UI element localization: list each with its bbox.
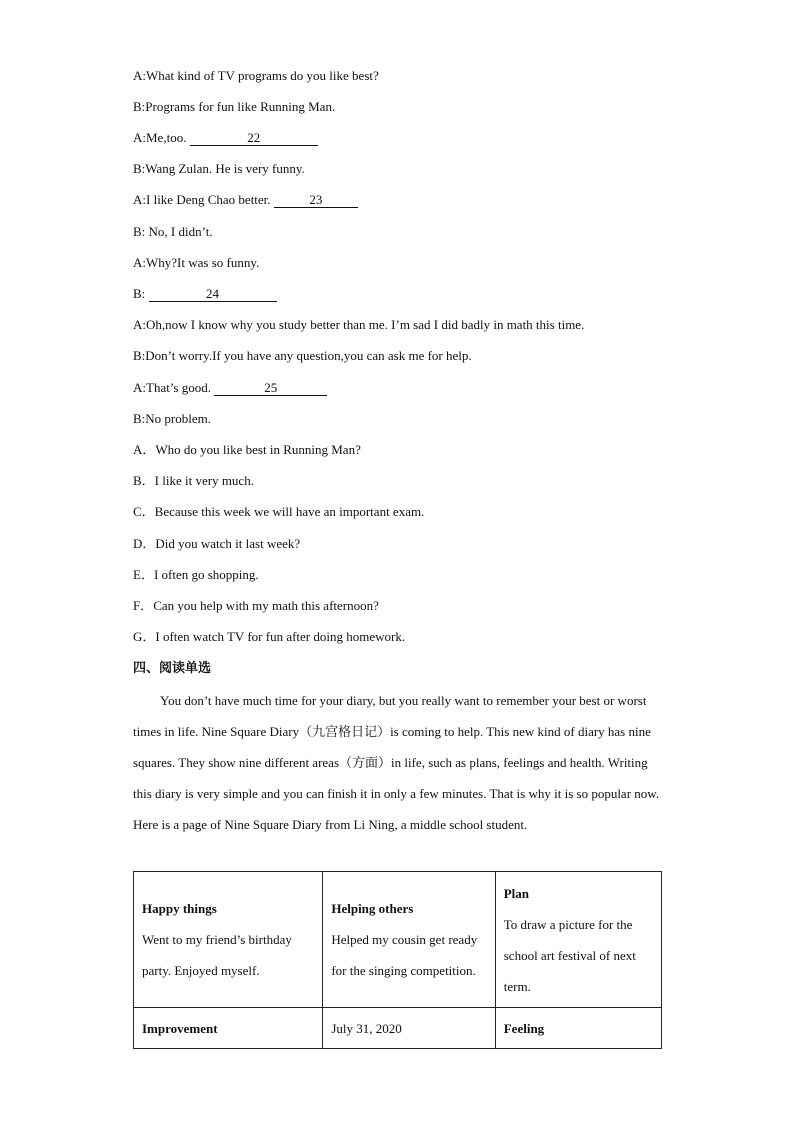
table-row xyxy=(134,872,662,1008)
dialogue-line: A:Oh,now I know why you study better than me. I’m sad I did badly in math this time. xyxy=(133,317,585,332)
table-cell xyxy=(134,872,323,1008)
dialogue-line xyxy=(133,286,277,302)
cell-title: Happy things xyxy=(142,901,217,916)
dialogue-prefix: A:Me,too. xyxy=(133,130,190,145)
dialogue-line: B:Programs for fun like Running Man. xyxy=(133,99,336,114)
option-item: E．I often go shopping. xyxy=(133,567,259,582)
cell-body: Helped my cousin get ready for the singing competition. xyxy=(331,932,478,978)
dialogue-line xyxy=(133,130,318,146)
table-cell: Improvement xyxy=(134,1008,323,1049)
option-item: D．Did you watch it last week? xyxy=(133,536,301,551)
cell-title: Plan xyxy=(503,885,530,901)
option-item: F．Can you help with my math this afternoon? xyxy=(133,598,379,613)
cell-title: Helping others xyxy=(331,901,414,916)
dialogue-prefix: A:I like Deng Chao better. xyxy=(133,192,274,207)
option-item: G．I often watch TV for fun after doing homework. xyxy=(133,629,406,644)
dialogue-line xyxy=(133,380,327,396)
dialogue-line: B:Don’t worry.If you have any question,you can ask me for help. xyxy=(133,348,472,363)
dialogue-line: B:No problem. xyxy=(133,411,211,426)
dialogue-prefix: B: xyxy=(133,286,149,301)
dialogue-line: B: No, I didn’t. xyxy=(133,224,213,239)
table-cell xyxy=(495,872,661,1008)
section-heading: 四、阅读单选 xyxy=(133,661,212,676)
table-row xyxy=(134,1008,662,1049)
passage-text: You don’t have much time for your diary, but you really want to remember your best or worst times in life. Nine Square Diary（九宫格日记）is coming to help. This new kind of diary has nine squares. They show nine different areas（方面）in life, such as plans, feelings and health. Writing this diary is very simple and you can finish it in only a few minutes. That is why it is so popular now. Here is a page of Nine Square Diary from Li Ning, a middle school student. xyxy=(133,693,660,832)
answer-blank[interactable]: 23 xyxy=(274,193,358,208)
answer-blank[interactable]: 25 xyxy=(214,381,327,396)
table-cell: July 31, 2020 xyxy=(323,1008,495,1049)
dialogue-line: A:Why?It was so funny. xyxy=(133,255,260,270)
cell-body: To draw a picture for the school art festival of next term. xyxy=(503,916,636,994)
table-cell: Feeling xyxy=(495,1008,661,1049)
dialogue-line: B:Wang Zulan. He is very funny. xyxy=(133,161,305,176)
nine-square-diary-table xyxy=(133,871,662,1049)
option-item: C．Because this week we will have an important exam. xyxy=(133,504,425,519)
option-item: A．Who do you like best in Running Man? xyxy=(133,442,361,457)
option-item: B．I like it very much. xyxy=(133,473,254,488)
answer-blank[interactable]: 22 xyxy=(190,131,318,146)
dialogue-line xyxy=(133,192,358,208)
dialogue-prefix: A:That’s good. xyxy=(133,380,215,395)
table-cell xyxy=(323,872,495,1008)
dialogue-line: A:What kind of TV programs do you like best? xyxy=(133,68,379,83)
answer-blank[interactable]: 24 xyxy=(149,287,277,302)
reading-passage xyxy=(133,685,663,840)
cell-body: Went to my friend’s birthday party. Enjoyed myself. xyxy=(142,932,292,978)
